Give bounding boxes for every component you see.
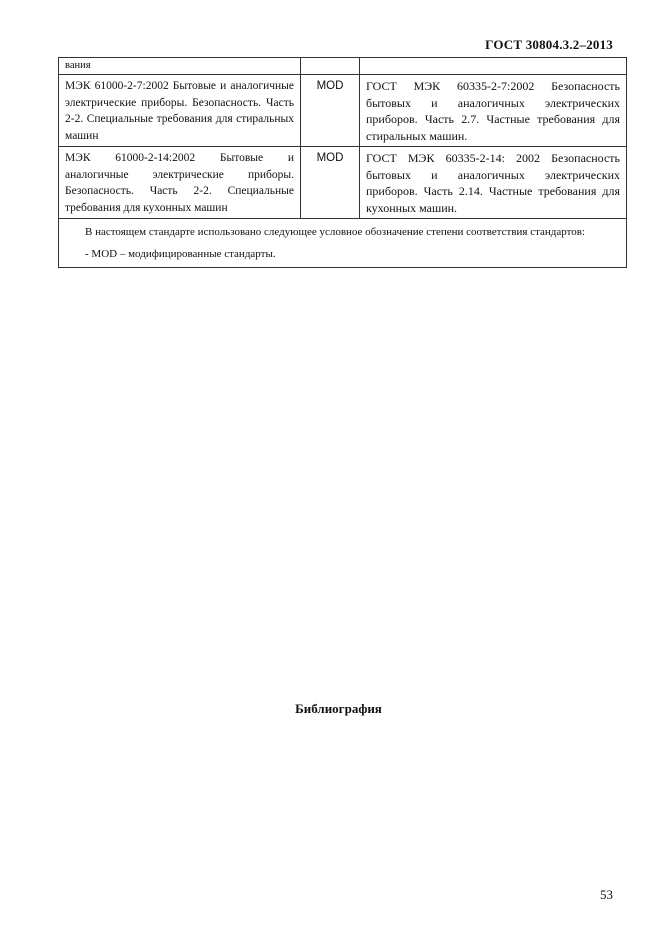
continued-text: вания bbox=[59, 58, 301, 75]
note-text: В настоящем стандарте использовано следующее условное обозначение степени соответствия стандартов: bbox=[85, 226, 586, 238]
interstate-standard-cell: ГОСТ МЭК 60335-2-14: 2002 Безопасность бытовых и аналогичных электрических приборов. Часть 2.14. Частные требования для кухонных машин. bbox=[360, 147, 627, 219]
table-continued-row bbox=[59, 58, 627, 75]
table-note-row bbox=[59, 219, 627, 268]
interstate-standard-cell: ГОСТ МЭК 60335-2-7:2002 Безопасность бытовых и аналогичных электрических приборов. Часть 2.7. Частные требования для стиральных машин. bbox=[360, 75, 627, 147]
empty-cell bbox=[301, 58, 360, 75]
international-standard-cell: МЭК 61000-2-7:2002 Бытовые и аналогичные электрические приборы. Безопасность. Часть 2-2. Специальные требования для стиральных машин bbox=[59, 75, 301, 147]
note-mod-definition: - MOD – модифицированные стандарты. bbox=[85, 248, 276, 260]
table-note bbox=[59, 219, 627, 268]
international-standard-cell: МЭК 61000-2-14:2002 Бытовые и аналогичные электрические приборы. Безопасность. Часть 2-2. Специальные требования для кухонных машин bbox=[59, 147, 301, 219]
standards-correspondence-table bbox=[58, 57, 627, 268]
empty-cell bbox=[360, 58, 627, 75]
bibliography-title: Библиография bbox=[295, 701, 382, 716]
document-code: ГОСТ 30804.3.2–2013 bbox=[485, 37, 613, 52]
table-row bbox=[59, 147, 627, 219]
degree-cell: MOD bbox=[301, 75, 360, 147]
page-number: 53 bbox=[600, 887, 613, 902]
table-row bbox=[59, 75, 627, 147]
degree-cell: MOD bbox=[301, 147, 360, 219]
